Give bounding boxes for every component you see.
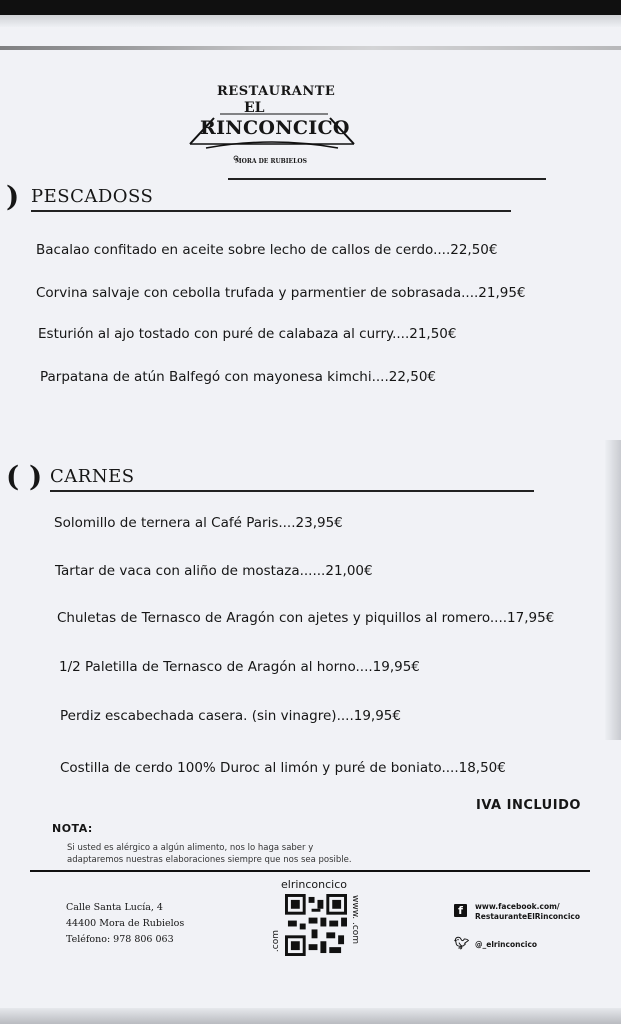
- allergy-note-line: adaptaremos nuestras elaboraciones siempre que nos sea posible.: [67, 855, 352, 865]
- address-phone: Teléfono: 978 806 063: [66, 934, 174, 945]
- section-title-pescados: PESCADOSS: [31, 186, 154, 207]
- menu-item: Chuletas de Ternasco de Aragón con ajetes y piquillos al romero....17,95€: [57, 610, 555, 626]
- menu-item: Perdiz escabechada casera. (sin vinagre)....19,95€: [60, 708, 401, 724]
- section-title-carnes: CARNES: [50, 466, 135, 487]
- logo-restaurante-text: RESTAURANTE: [217, 84, 336, 99]
- qr-code-icon[interactable]: [285, 893, 347, 957]
- section-divider-pescados: [31, 210, 511, 212]
- menu-item: Esturión al ajo tostado con puré de calabaza al curry....21,50€: [38, 326, 457, 342]
- address-city: 44400 Mora de Rubielos: [66, 918, 185, 929]
- logo-location-text: MORA DE RUBIELOS: [235, 158, 307, 165]
- menu-item: Solomillo de ternera al Café Paris....23,95€: [54, 515, 343, 531]
- twitter-icon[interactable]: 🐦︎: [454, 936, 470, 950]
- menu-item: Corvina salvaje con cebolla trufada y parmentier de sobrasada....21,95€: [36, 285, 526, 301]
- twitter-handle[interactable]: @_elrinconcico: [475, 940, 538, 949]
- section-bracket-icon: ( ): [6, 460, 43, 493]
- scan-top-shadow: [0, 15, 621, 27]
- scan-top-border: [0, 0, 621, 15]
- facebook-icon[interactable]: f: [454, 904, 467, 917]
- facebook-page-name: RestauranteElRinconcico: [475, 912, 581, 921]
- section-divider-carnes: [50, 490, 534, 492]
- allergy-note-line: Si usted es alérgico a algún alimento, nos lo haga saber y: [67, 843, 314, 853]
- logo-el-text: EL: [244, 100, 265, 116]
- scan-right-shadow: [605, 440, 621, 740]
- website-text: www. .com: [350, 895, 360, 945]
- facebook-url: www.facebook.com/: [475, 902, 560, 911]
- address-block: [66, 900, 184, 948]
- logo-name-text: RINCONCICO: [200, 117, 350, 139]
- section-bracket-icon: ): [6, 180, 20, 213]
- scan-bottom-shadow: [0, 1008, 621, 1024]
- iva-notice: IVA INCLUIDO: [476, 798, 581, 813]
- website-text: .com: [271, 930, 281, 953]
- menu-item: Bacalao confitado en aceite sobre lecho de callos de cerdo....22,50€: [36, 242, 498, 258]
- menu-item: 1/2 Paletilla de Ternasco de Aragón al horno....19,95€: [59, 659, 420, 675]
- footer-divider: [30, 870, 590, 872]
- qr-label: elrinconcico: [281, 878, 348, 891]
- scan-artifact-line: [0, 46, 621, 50]
- restaurant-logo: [180, 82, 360, 172]
- menu-item: Tartar de vaca con aliño de mostaza......21,00€: [55, 563, 373, 579]
- address-street: Calle Santa Lucía, 4: [66, 902, 163, 913]
- menu-item: Costilla de cerdo 100% Duroc al limón y puré de boniato....18,50€: [60, 760, 506, 776]
- header-divider: [228, 178, 546, 180]
- facebook-link[interactable]: [475, 902, 580, 922]
- nota-label: NOTA:: [52, 822, 93, 835]
- menu-item: Parpatana de atún Balfegó con mayonesa kimchi....22,50€: [40, 369, 436, 385]
- allergy-note: [67, 842, 437, 866]
